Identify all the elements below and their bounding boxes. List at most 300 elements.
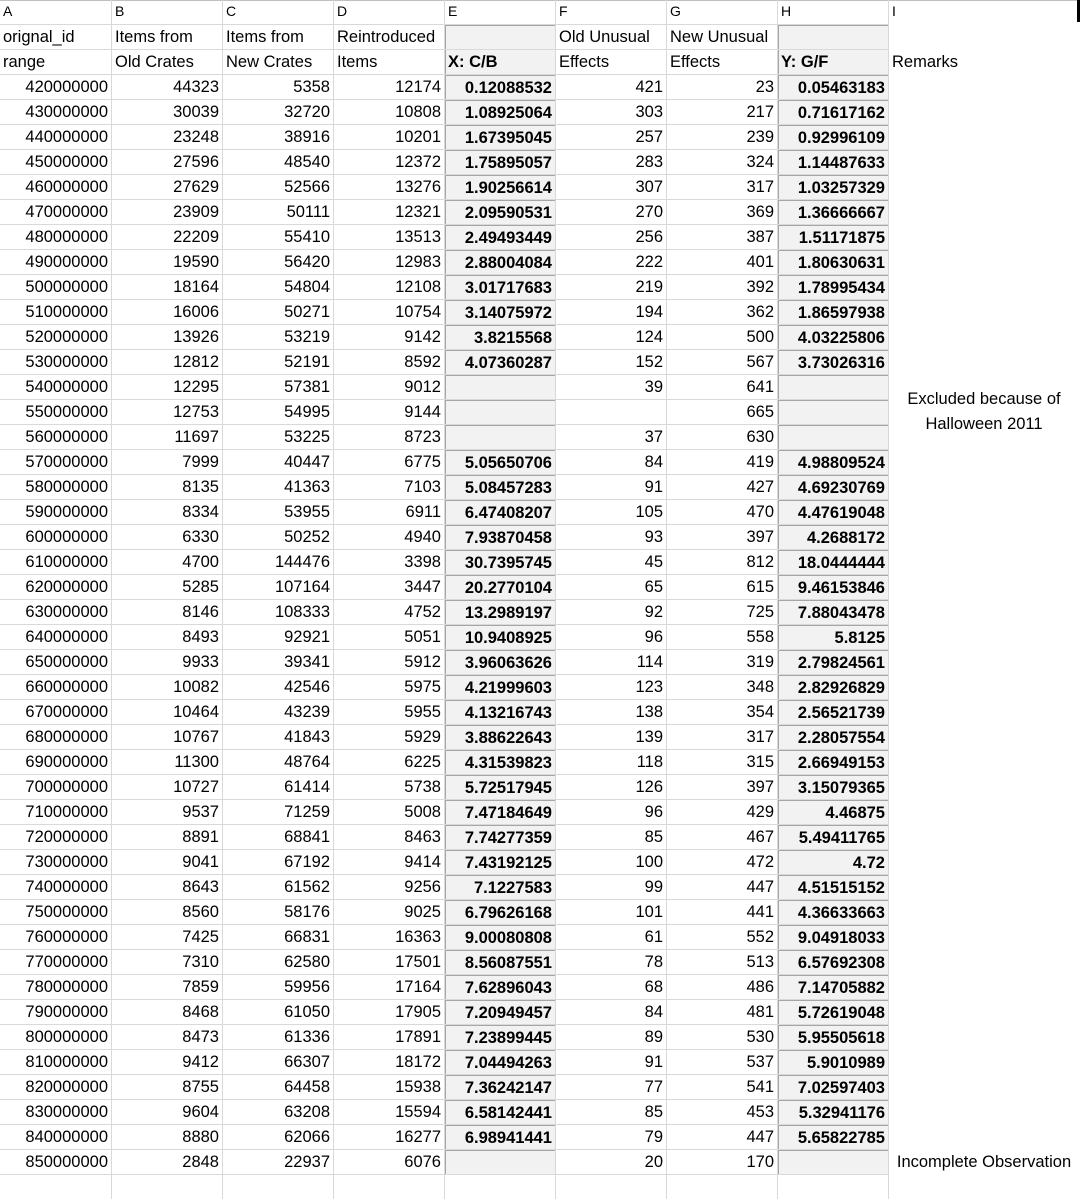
header-i-remarks[interactable]: Remarks bbox=[892, 53, 959, 71]
cell-f-row-9[interactable]: 219 bbox=[635, 278, 663, 296]
cell-h-row-26[interactable]: 2.56521739 bbox=[778, 700, 889, 725]
cell-d-row-6[interactable]: 12321 bbox=[395, 203, 441, 221]
cell-d-row-25[interactable]: 5975 bbox=[404, 678, 441, 696]
cell-c-row-28[interactable]: 48764 bbox=[284, 753, 330, 771]
cell-b-row-12[interactable]: 12812 bbox=[173, 353, 219, 371]
cell-f-row-7[interactable]: 256 bbox=[635, 228, 663, 246]
cell-e-row-41[interactable]: 7.36242147 bbox=[445, 1075, 556, 1100]
cell-d-row-13[interactable]: 9012 bbox=[404, 378, 441, 396]
cell-a-row-38[interactable]: 790000000 bbox=[25, 1003, 108, 1021]
cell-d-row-30[interactable]: 5008 bbox=[404, 803, 441, 821]
header-a-line2[interactable]: range bbox=[3, 53, 46, 71]
cell-b-row-43[interactable]: 8880 bbox=[182, 1128, 219, 1146]
cell-a-row-24[interactable]: 650000000 bbox=[25, 653, 108, 671]
cell-e-row-28[interactable]: 4.31539823 bbox=[445, 750, 556, 775]
cell-h-row-19[interactable]: 4.2688172 bbox=[778, 525, 889, 550]
cell-b-row-24[interactable]: 9933 bbox=[182, 653, 219, 671]
cell-b-row-7[interactable]: 22209 bbox=[173, 228, 219, 246]
cell-f-row-15[interactable]: 37 bbox=[644, 428, 663, 446]
cell-d-row-35[interactable]: 16363 bbox=[395, 928, 441, 946]
cell-e-row-32[interactable]: 7.43192125 bbox=[445, 850, 556, 875]
cell-a-row-6[interactable]: 470000000 bbox=[25, 203, 108, 221]
cell-a-row-28[interactable]: 690000000 bbox=[25, 753, 108, 771]
cell-e-row-44[interactable] bbox=[445, 1150, 556, 1175]
cell-e-row-2[interactable]: 1.08925064 bbox=[445, 100, 556, 125]
cell-c-row-40[interactable]: 66307 bbox=[284, 1053, 330, 1071]
cell-c-row-17[interactable]: 41363 bbox=[284, 478, 330, 496]
cell-a-row-10[interactable]: 510000000 bbox=[25, 303, 108, 321]
header-g-line2[interactable]: Effects bbox=[670, 53, 721, 71]
cell-f-row-10[interactable]: 194 bbox=[635, 303, 663, 321]
cell-e-row-33[interactable]: 7.1227583 bbox=[445, 875, 556, 900]
cell-a-row-37[interactable]: 780000000 bbox=[25, 978, 108, 996]
cell-g-row-19[interactable]: 397 bbox=[746, 528, 774, 546]
cell-e-row-3[interactable]: 1.67395045 bbox=[445, 125, 556, 150]
cell-d-row-10[interactable]: 10754 bbox=[395, 303, 441, 321]
cell-e-row-19[interactable]: 7.93870458 bbox=[445, 525, 556, 550]
cell-f-row-41[interactable]: 77 bbox=[644, 1078, 663, 1096]
cell-b-row-11[interactable]: 13926 bbox=[173, 328, 219, 346]
cell-e-row-1[interactable]: 0.12088532 bbox=[445, 75, 556, 100]
cell-d-row-20[interactable]: 3398 bbox=[404, 553, 441, 571]
cell-e-row-8[interactable]: 2.88004084 bbox=[445, 250, 556, 275]
cell-b-row-4[interactable]: 27596 bbox=[173, 153, 219, 171]
cell-e-row-38[interactable]: 7.20949457 bbox=[445, 1000, 556, 1025]
cell-a-row-7[interactable]: 480000000 bbox=[25, 228, 108, 246]
cell-e-row-4[interactable]: 1.75895057 bbox=[445, 150, 556, 175]
cell-f-row-19[interactable]: 93 bbox=[644, 528, 663, 546]
cell-h-row-10[interactable]: 1.86597938 bbox=[778, 300, 889, 325]
cell-g-row-12[interactable]: 567 bbox=[746, 353, 774, 371]
cell-f-row-6[interactable]: 270 bbox=[635, 203, 663, 221]
cell-a-row-39[interactable]: 800000000 bbox=[25, 1028, 108, 1046]
cell-h-row-38[interactable]: 5.72619048 bbox=[778, 1000, 889, 1025]
cell-h-row-3[interactable]: 0.92996109 bbox=[778, 125, 889, 150]
cell-c-row-36[interactable]: 62580 bbox=[284, 953, 330, 971]
cell-c-row-44[interactable]: 22937 bbox=[284, 1153, 330, 1171]
cell-c-row-18[interactable]: 53955 bbox=[284, 503, 330, 521]
cell-d-row-28[interactable]: 6225 bbox=[404, 753, 441, 771]
cell-b-row-34[interactable]: 8560 bbox=[182, 903, 219, 921]
cell-f-row-18[interactable]: 105 bbox=[635, 503, 663, 521]
cell-a-row-44[interactable]: 850000000 bbox=[25, 1153, 108, 1171]
cell-d-row-16[interactable]: 6775 bbox=[404, 453, 441, 471]
cell-g-row-7[interactable]: 387 bbox=[746, 228, 774, 246]
column-letter-d[interactable]: D bbox=[337, 3, 348, 19]
cell-b-row-1[interactable]: 44323 bbox=[173, 78, 219, 96]
cell-g-row-25[interactable]: 348 bbox=[746, 678, 774, 696]
cell-e-row-31[interactable]: 7.74277359 bbox=[445, 825, 556, 850]
cell-a-row-19[interactable]: 600000000 bbox=[25, 528, 108, 546]
cell-d-row-22[interactable]: 4752 bbox=[404, 603, 441, 621]
cell-e-row-7[interactable]: 2.49493449 bbox=[445, 225, 556, 250]
cell-e-row-34[interactable]: 6.79626168 bbox=[445, 900, 556, 925]
cell-a-row-8[interactable]: 490000000 bbox=[25, 253, 108, 271]
cell-c-row-20[interactable]: 144476 bbox=[274, 553, 330, 571]
cell-a-row-23[interactable]: 640000000 bbox=[25, 628, 108, 646]
cell-e-row-29[interactable]: 5.72517945 bbox=[445, 775, 556, 800]
cell-a-row-32[interactable]: 730000000 bbox=[25, 853, 108, 871]
cell-b-row-9[interactable]: 18164 bbox=[173, 278, 219, 296]
cell-f-row-42[interactable]: 85 bbox=[644, 1103, 663, 1121]
cell-c-row-19[interactable]: 50252 bbox=[284, 528, 330, 546]
cell-e-row-5[interactable]: 1.90256614 bbox=[445, 175, 556, 200]
cell-c-row-15[interactable]: 53225 bbox=[284, 428, 330, 446]
cell-b-row-41[interactable]: 8755 bbox=[182, 1078, 219, 1096]
cell-f-row-22[interactable]: 92 bbox=[644, 603, 663, 621]
cell-f-row-26[interactable]: 138 bbox=[635, 703, 663, 721]
cell-a-row-13[interactable]: 540000000 bbox=[25, 378, 108, 396]
cell-h-row-37[interactable]: 7.14705882 bbox=[778, 975, 889, 1000]
column-letter-g[interactable]: G bbox=[670, 3, 681, 19]
cell-c-row-7[interactable]: 55410 bbox=[284, 228, 330, 246]
cell-e-row-36[interactable]: 8.56087551 bbox=[445, 950, 556, 975]
cell-f-row-34[interactable]: 101 bbox=[635, 903, 663, 921]
cell-f-row-29[interactable]: 126 bbox=[635, 778, 663, 796]
cell-b-row-38[interactable]: 8468 bbox=[182, 1003, 219, 1021]
column-letter-h[interactable]: H bbox=[781, 3, 792, 19]
cell-a-row-33[interactable]: 740000000 bbox=[25, 878, 108, 896]
cell-g-row-9[interactable]: 392 bbox=[746, 278, 774, 296]
header-g-line1[interactable]: New Unusual bbox=[670, 28, 769, 46]
cell-f-row-37[interactable]: 68 bbox=[644, 978, 663, 996]
cell-d-row-26[interactable]: 5955 bbox=[404, 703, 441, 721]
cell-g-row-24[interactable]: 319 bbox=[746, 653, 774, 671]
cell-h-row-5[interactable]: 1.03257329 bbox=[778, 175, 889, 200]
header-f-line1[interactable]: Old Unusual bbox=[559, 28, 650, 46]
cell-f-row-20[interactable]: 45 bbox=[644, 553, 663, 571]
cell-a-row-5[interactable]: 460000000 bbox=[25, 178, 108, 196]
cell-a-row-2[interactable]: 430000000 bbox=[25, 103, 108, 121]
cell-a-row-31[interactable]: 720000000 bbox=[25, 828, 108, 846]
cell-e-row-11[interactable]: 3.8215568 bbox=[445, 325, 556, 350]
cell-c-row-3[interactable]: 38916 bbox=[284, 128, 330, 146]
cell-g-row-41[interactable]: 541 bbox=[746, 1078, 774, 1096]
cell-g-row-43[interactable]: 447 bbox=[746, 1128, 774, 1146]
cell-c-row-22[interactable]: 108333 bbox=[274, 603, 330, 621]
cell-d-row-41[interactable]: 15938 bbox=[395, 1078, 441, 1096]
cell-e-row-21[interactable]: 20.2770104 bbox=[445, 575, 556, 600]
cell-g-row-29[interactable]: 397 bbox=[746, 778, 774, 796]
cell-a-row-26[interactable]: 670000000 bbox=[25, 703, 108, 721]
cell-f-row-35[interactable]: 61 bbox=[644, 928, 663, 946]
cell-b-row-27[interactable]: 10767 bbox=[173, 728, 219, 746]
cell-b-row-2[interactable]: 30039 bbox=[173, 103, 219, 121]
cell-h-row-27[interactable]: 2.28057554 bbox=[778, 725, 889, 750]
cell-g-row-38[interactable]: 481 bbox=[746, 1003, 774, 1021]
cell-h-row-8[interactable]: 1.80630631 bbox=[778, 250, 889, 275]
cell-a-row-11[interactable]: 520000000 bbox=[25, 328, 108, 346]
header-c-line2[interactable]: New Crates bbox=[226, 53, 313, 71]
cell-b-row-42[interactable]: 9604 bbox=[182, 1103, 219, 1121]
cell-h-row-1[interactable]: 0.05463183 bbox=[778, 75, 889, 100]
cell-b-row-22[interactable]: 8146 bbox=[182, 603, 219, 621]
cell-c-row-33[interactable]: 61562 bbox=[284, 878, 330, 896]
cell-f-row-30[interactable]: 96 bbox=[644, 803, 663, 821]
column-letter-i[interactable]: I bbox=[892, 3, 896, 19]
cell-d-row-7[interactable]: 13513 bbox=[395, 228, 441, 246]
cell-g-row-13[interactable]: 641 bbox=[746, 378, 774, 396]
cell-a-row-42[interactable]: 830000000 bbox=[25, 1103, 108, 1121]
cell-d-row-8[interactable]: 12983 bbox=[395, 253, 441, 271]
cell-g-row-16[interactable]: 419 bbox=[746, 453, 774, 471]
cell-d-row-4[interactable]: 12372 bbox=[395, 153, 441, 171]
cell-h-row-12[interactable]: 3.73026316 bbox=[778, 350, 889, 375]
cell-a-row-14[interactable]: 550000000 bbox=[25, 403, 108, 421]
cell-c-row-1[interactable]: 5358 bbox=[293, 78, 330, 96]
cell-g-row-2[interactable]: 217 bbox=[746, 103, 774, 121]
cell-b-row-25[interactable]: 10082 bbox=[173, 678, 219, 696]
cell-c-row-14[interactable]: 54995 bbox=[284, 403, 330, 421]
cell-f-row-28[interactable]: 118 bbox=[636, 753, 663, 771]
header-a-line1[interactable]: orignal_id bbox=[3, 28, 75, 46]
cell-g-row-35[interactable]: 552 bbox=[746, 928, 774, 946]
cell-a-row-22[interactable]: 630000000 bbox=[25, 603, 108, 621]
column-letter-e[interactable]: E bbox=[448, 3, 458, 19]
cell-d-row-5[interactable]: 13276 bbox=[395, 178, 441, 196]
cell-h-row-2[interactable]: 0.71617162 bbox=[778, 100, 889, 125]
cell-b-row-17[interactable]: 8135 bbox=[182, 478, 219, 496]
cell-h-row-23[interactable]: 5.8125 bbox=[778, 625, 889, 650]
cell-a-row-4[interactable]: 450000000 bbox=[25, 153, 108, 171]
cell-b-row-13[interactable]: 12295 bbox=[173, 378, 219, 396]
cell-h-row-13[interactable] bbox=[778, 375, 889, 400]
cell-d-row-1[interactable]: 12174 bbox=[395, 78, 441, 96]
cell-e-row-27[interactable]: 3.88622643 bbox=[445, 725, 556, 750]
cell-h-row-18[interactable]: 4.47619048 bbox=[778, 500, 889, 525]
cell-b-row-15[interactable]: 11697 bbox=[174, 428, 219, 446]
cell-c-row-41[interactable]: 64458 bbox=[284, 1078, 330, 1096]
cell-c-row-4[interactable]: 48540 bbox=[284, 153, 330, 171]
cell-e-row-25[interactable]: 4.21999603 bbox=[445, 675, 556, 700]
cell-c-row-27[interactable]: 41843 bbox=[284, 728, 330, 746]
cell-d-row-34[interactable]: 9025 bbox=[404, 903, 441, 921]
cell-g-row-11[interactable]: 500 bbox=[746, 328, 774, 346]
cell-d-row-38[interactable]: 17905 bbox=[395, 1003, 441, 1021]
cell-d-row-24[interactable]: 5912 bbox=[404, 653, 441, 671]
cell-a-row-15[interactable]: 560000000 bbox=[25, 428, 108, 446]
cell-g-row-30[interactable]: 429 bbox=[746, 803, 774, 821]
cell-b-row-21[interactable]: 5285 bbox=[182, 578, 219, 596]
cell-a-row-40[interactable]: 810000000 bbox=[25, 1053, 108, 1071]
cell-c-row-16[interactable]: 40447 bbox=[284, 453, 330, 471]
cell-e-row-14[interactable] bbox=[445, 400, 556, 425]
cell-e-row-12[interactable]: 4.07360287 bbox=[445, 350, 556, 375]
cell-g-row-23[interactable]: 558 bbox=[746, 628, 774, 646]
cell-c-row-42[interactable]: 63208 bbox=[284, 1103, 330, 1121]
header-b-line2[interactable]: Old Crates bbox=[115, 53, 194, 71]
cell-d-row-9[interactable]: 12108 bbox=[395, 278, 441, 296]
cell-a-row-34[interactable]: 750000000 bbox=[25, 903, 108, 921]
cell-g-row-37[interactable]: 486 bbox=[746, 978, 774, 996]
cell-a-row-27[interactable]: 680000000 bbox=[25, 728, 108, 746]
header-d-line1[interactable]: Reintroduced bbox=[337, 28, 436, 46]
cell-b-row-36[interactable]: 7310 bbox=[182, 953, 219, 971]
cell-d-row-42[interactable]: 15594 bbox=[395, 1103, 441, 1121]
cell-f-row-1[interactable]: 421 bbox=[635, 78, 663, 96]
cell-c-row-5[interactable]: 52566 bbox=[284, 178, 330, 196]
cell-b-row-26[interactable]: 10464 bbox=[173, 703, 219, 721]
cell-h-row-32[interactable]: 4.72 bbox=[778, 850, 889, 875]
cell-h-row-9[interactable]: 1.78995434 bbox=[778, 275, 889, 300]
cell-f-row-31[interactable]: 85 bbox=[644, 828, 663, 846]
cell-h-row-24[interactable]: 2.79824561 bbox=[778, 650, 889, 675]
cell-b-row-32[interactable]: 9041 bbox=[182, 853, 219, 871]
column-letter-c[interactable]: C bbox=[226, 3, 237, 19]
cell-e-row-24[interactable]: 3.96063626 bbox=[445, 650, 556, 675]
cell-f-row-17[interactable]: 91 bbox=[644, 478, 663, 496]
cell-g-row-31[interactable]: 467 bbox=[746, 828, 774, 846]
cell-f-row-38[interactable]: 84 bbox=[644, 1003, 663, 1021]
cell-f-row-12[interactable]: 152 bbox=[635, 353, 663, 371]
cell-g-row-3[interactable]: 239 bbox=[746, 128, 774, 146]
cell-c-row-2[interactable]: 32720 bbox=[284, 103, 330, 121]
cell-b-row-5[interactable]: 27629 bbox=[173, 178, 219, 196]
cell-c-row-8[interactable]: 56420 bbox=[284, 253, 330, 271]
cell-g-row-15[interactable]: 630 bbox=[746, 428, 774, 446]
cell-h-row-33[interactable]: 4.51515152 bbox=[778, 875, 889, 900]
cell-e-row-42[interactable]: 6.58142441 bbox=[445, 1100, 556, 1125]
cell-c-row-26[interactable]: 43239 bbox=[284, 703, 330, 721]
cell-h-row-15[interactable] bbox=[778, 425, 889, 450]
cell-b-row-40[interactable]: 9412 bbox=[182, 1053, 219, 1071]
cell-c-row-35[interactable]: 66831 bbox=[284, 928, 330, 946]
cell-f-row-27[interactable]: 139 bbox=[635, 728, 663, 746]
cell-a-row-29[interactable]: 700000000 bbox=[25, 778, 108, 796]
cell-g-row-5[interactable]: 317 bbox=[746, 178, 774, 196]
cell-g-row-44[interactable]: 170 bbox=[746, 1153, 774, 1171]
cell-b-row-3[interactable]: 23248 bbox=[173, 128, 219, 146]
cell-d-row-19[interactable]: 4940 bbox=[404, 528, 441, 546]
cell-a-row-17[interactable]: 580000000 bbox=[25, 478, 108, 496]
cell-g-row-1[interactable]: 23 bbox=[755, 78, 774, 96]
remark-halloween-line1[interactable]: Excluded because of bbox=[907, 390, 1061, 408]
cell-d-row-2[interactable]: 10808 bbox=[395, 103, 441, 121]
cell-b-row-19[interactable]: 6330 bbox=[182, 528, 219, 546]
cell-h-row-6[interactable]: 1.36666667 bbox=[778, 200, 889, 225]
cell-h-row-28[interactable]: 2.66949153 bbox=[778, 750, 889, 775]
cell-c-row-23[interactable]: 92921 bbox=[284, 628, 330, 646]
cell-d-row-3[interactable]: 10201 bbox=[395, 128, 441, 146]
cell-f-row-21[interactable]: 65 bbox=[644, 578, 663, 596]
cell-g-row-14[interactable]: 665 bbox=[746, 403, 774, 421]
cell-b-row-35[interactable]: 7425 bbox=[182, 928, 219, 946]
cell-h-row-21[interactable]: 9.46153846 bbox=[778, 575, 889, 600]
cell-g-row-4[interactable]: 324 bbox=[746, 153, 774, 171]
cell-d-row-33[interactable]: 9256 bbox=[404, 878, 441, 896]
cell-a-row-12[interactable]: 530000000 bbox=[25, 353, 108, 371]
cell-f-row-13[interactable]: 39 bbox=[644, 378, 663, 396]
cell-e-row-30[interactable]: 7.47184649 bbox=[445, 800, 556, 825]
cell-f-row-2[interactable]: 303 bbox=[635, 103, 663, 121]
cell-f-row-36[interactable]: 78 bbox=[644, 953, 663, 971]
cell-f-row-33[interactable]: 99 bbox=[644, 878, 663, 896]
cell-f-row-16[interactable]: 84 bbox=[644, 453, 663, 471]
cell-a-row-43[interactable]: 840000000 bbox=[25, 1128, 108, 1146]
cell-g-row-40[interactable]: 537 bbox=[746, 1053, 774, 1071]
column-letter-b[interactable]: B bbox=[115, 3, 125, 19]
cell-b-row-30[interactable]: 9537 bbox=[182, 803, 219, 821]
cell-b-row-20[interactable]: 4700 bbox=[182, 553, 219, 571]
cell-a-row-18[interactable]: 590000000 bbox=[25, 503, 108, 521]
cell-c-row-43[interactable]: 62066 bbox=[284, 1128, 330, 1146]
cell-h-row-25[interactable]: 2.82926829 bbox=[778, 675, 889, 700]
cell-a-row-30[interactable]: 710000000 bbox=[25, 803, 108, 821]
cell-d-row-15[interactable]: 8723 bbox=[404, 428, 441, 446]
cell-g-row-26[interactable]: 354 bbox=[746, 703, 774, 721]
cell-f-row-39[interactable]: 89 bbox=[644, 1028, 663, 1046]
cell-f-row-44[interactable]: 20 bbox=[644, 1153, 663, 1171]
cell-h-row-34[interactable]: 4.36633663 bbox=[778, 900, 889, 925]
cell-e-row-15[interactable] bbox=[445, 425, 556, 450]
cell-a-row-36[interactable]: 770000000 bbox=[25, 953, 108, 971]
cell-h-row-20[interactable]: 18.0444444 bbox=[778, 550, 889, 575]
cell-d-row-29[interactable]: 5738 bbox=[404, 778, 441, 796]
cell-d-row-32[interactable]: 9414 bbox=[404, 853, 441, 871]
cell-a-row-20[interactable]: 610000000 bbox=[25, 553, 108, 571]
cell-b-row-18[interactable]: 8334 bbox=[182, 503, 219, 521]
cell-f-row-32[interactable]: 100 bbox=[635, 853, 663, 871]
cell-a-row-16[interactable]: 570000000 bbox=[25, 453, 108, 471]
cell-e-row-18[interactable]: 6.47408207 bbox=[445, 500, 556, 525]
cell-h-row-41[interactable]: 7.02597403 bbox=[778, 1075, 889, 1100]
cell-g-row-36[interactable]: 513 bbox=[746, 953, 774, 971]
cell-h-row-43[interactable]: 5.65822785 bbox=[778, 1125, 889, 1150]
cell-d-row-17[interactable]: 7103 bbox=[404, 478, 441, 496]
cell-d-row-14[interactable]: 9144 bbox=[404, 403, 441, 421]
cell-d-row-18[interactable]: 6911 bbox=[405, 503, 441, 521]
cell-f-row-43[interactable]: 79 bbox=[644, 1128, 663, 1146]
cell-c-row-39[interactable]: 61336 bbox=[284, 1028, 330, 1046]
cell-a-row-1[interactable]: 420000000 bbox=[25, 78, 108, 96]
cell-e-row-23[interactable]: 10.9408925 bbox=[445, 625, 556, 650]
column-letter-a[interactable]: A bbox=[3, 3, 13, 19]
cell-f-row-4[interactable]: 283 bbox=[635, 153, 663, 171]
cell-c-row-9[interactable]: 54804 bbox=[284, 278, 330, 296]
cell-c-row-38[interactable]: 61050 bbox=[284, 1003, 330, 1021]
cell-c-row-25[interactable]: 42546 bbox=[284, 678, 330, 696]
cell-f-row-40[interactable]: 91 bbox=[644, 1053, 663, 1071]
cell-e-row-10[interactable]: 3.14075972 bbox=[445, 300, 556, 325]
cell-c-row-10[interactable]: 50271 bbox=[284, 303, 330, 321]
cell-d-row-44[interactable]: 6076 bbox=[404, 1153, 441, 1171]
cell-g-row-32[interactable]: 472 bbox=[746, 853, 774, 871]
cell-c-row-21[interactable]: 107164 bbox=[274, 578, 330, 596]
cell-b-row-37[interactable]: 7859 bbox=[182, 978, 219, 996]
cell-h-row-30[interactable]: 4.46875 bbox=[778, 800, 889, 825]
column-letter-f[interactable]: F bbox=[559, 3, 568, 19]
cell-b-row-29[interactable]: 10727 bbox=[173, 778, 219, 796]
cell-g-row-34[interactable]: 441 bbox=[746, 903, 774, 921]
cell-g-row-33[interactable]: 447 bbox=[746, 878, 774, 896]
cell-h-row-4[interactable]: 1.14487633 bbox=[778, 150, 889, 175]
cell-h-row-35[interactable]: 9.04918033 bbox=[778, 925, 889, 950]
cell-h-row-16[interactable]: 4.98809524 bbox=[778, 450, 889, 475]
cell-d-row-37[interactable]: 17164 bbox=[395, 978, 441, 996]
cell-e-row-35[interactable]: 9.00080808 bbox=[445, 925, 556, 950]
cell-g-row-20[interactable]: 812 bbox=[746, 553, 774, 571]
header-h-y-ratio[interactable]: Y: G/F bbox=[781, 53, 829, 71]
cell-f-row-24[interactable]: 114 bbox=[636, 653, 663, 671]
cell-b-row-44[interactable]: 2848 bbox=[182, 1153, 219, 1171]
cell-h-row-14[interactable] bbox=[778, 400, 889, 425]
cell-d-row-36[interactable]: 17501 bbox=[395, 953, 441, 971]
cell-h-row-40[interactable]: 5.9010989 bbox=[778, 1050, 889, 1075]
header-b-line1[interactable]: Items from bbox=[115, 28, 193, 46]
cell-c-row-32[interactable]: 67192 bbox=[284, 853, 330, 871]
cell-c-row-31[interactable]: 68841 bbox=[284, 828, 330, 846]
cell-d-row-40[interactable]: 18172 bbox=[395, 1053, 441, 1071]
